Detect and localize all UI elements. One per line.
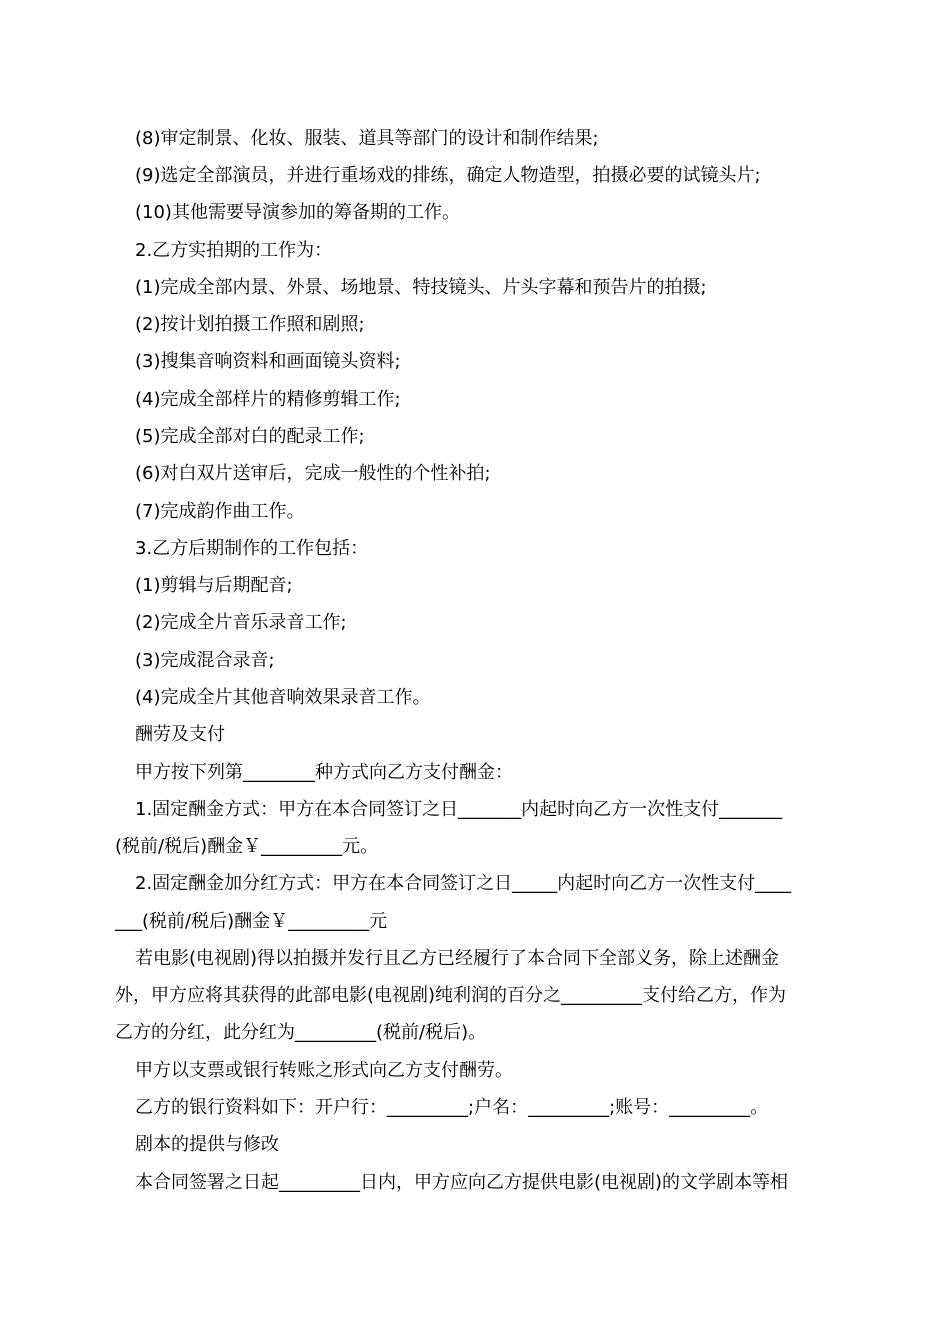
paragraph-line: 若电影(电视剧)得以拍摄并发行且乙方已经履行了本合同下全部义务，除上述酬金 [135, 948, 780, 969]
paragraph-line: 2.固定酬金加分红方式：甲方在本合同签订之日_____内起时向乙方一次性支付____ [135, 873, 792, 894]
paragraph-line: (9)选定全部演员，并进行重场戏的排练，确定人物造型，拍摄必要的试镜头片; [135, 165, 761, 186]
paragraph-line: (税前/税后)酬金￥_________元。 [115, 836, 379, 857]
paragraph-line: 甲方按下列第________种方式向乙方支付酬金： [135, 762, 513, 783]
paragraph-line: (4)完成全片其他音响效果录音工作。 [135, 687, 431, 708]
paragraph-line: 乙方的银行资料如下：开户行：_________;户名：_________;账号：_________。 [135, 1097, 769, 1118]
paragraph-line: (1)完成全部内景、外景、场地景、特技镜头、片头字幕和预告片的拍摄; [135, 277, 707, 298]
paragraph-line: (2)按计划拍摄工作照和剧照; [135, 314, 365, 335]
paragraph-line: (6)对白双片送审后，完成一般性的个性补拍; [135, 463, 491, 484]
paragraph-line: 外，甲方应将其获得的此部电影(电视剧)纯利润的百分之_________支付给乙方，作为 [115, 985, 787, 1006]
paragraph-line: (1)剪辑与后期配音; [135, 575, 293, 596]
paragraph-line: 1.固定酬金方式：甲方在本合同签订之日_______内起时向乙方一次性支付_______ [135, 799, 783, 820]
paragraph-line: (5)完成全部对白的配录工作; [135, 426, 365, 447]
paragraph-line: (2)完成全片音乐录音工作; [135, 612, 347, 633]
paragraph-line: (3)完成混合录音; [135, 650, 275, 671]
paragraph-line: 乙方的分红，此分红为_________(税前/税后)。 [115, 1022, 487, 1043]
paragraph-line: (3)搜集音响资料和画面镜头资料; [135, 351, 401, 372]
paragraph-line: 3.乙方后期制作的工作包括： [135, 538, 369, 559]
paragraph-line: (4)完成全部样片的精修剪辑工作; [135, 389, 401, 410]
paragraph-line: (10)其他需要导演参加的筹备期的工作。 [135, 202, 460, 223]
paragraph-line: 甲方以支票或银行转账之形式向乙方支付酬劳。 [135, 1060, 513, 1081]
section-heading: 酬劳及支付 [135, 724, 225, 745]
paragraph-line: (7)完成韵作曲工作。 [135, 501, 305, 522]
paragraph-line: (8)审定制景、化妆、服装、道具等部门的设计和制作结果; [135, 128, 599, 149]
paragraph-line: 2.乙方实拍期的工作为： [135, 240, 333, 261]
paragraph-line: ___(税前/税后)酬金￥_________元 [115, 911, 388, 932]
paragraph-line: 本合同签署之日起_________日内，甲方应向乙方提供电影(电视剧)的文学剧本等相 [135, 1172, 789, 1193]
section-heading: 剧本的提供与修改 [135, 1134, 279, 1155]
